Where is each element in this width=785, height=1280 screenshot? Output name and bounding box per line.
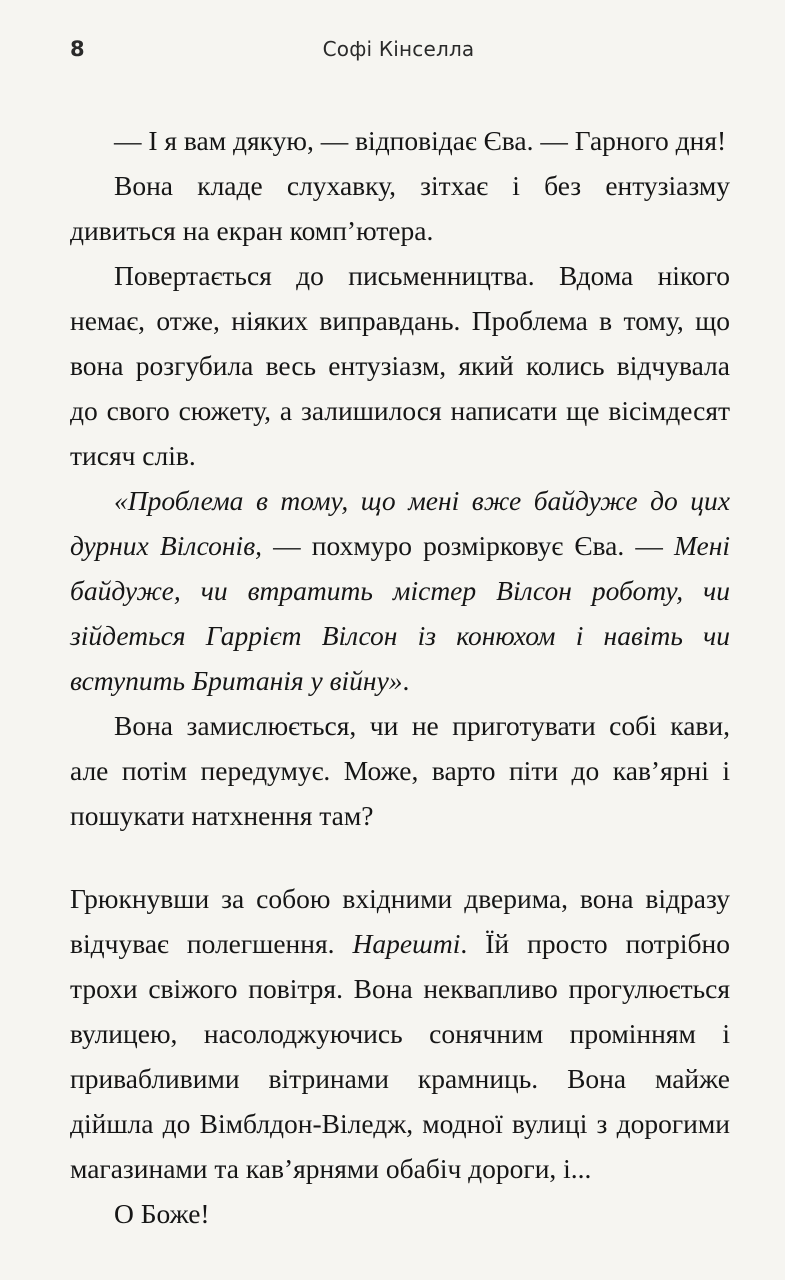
page-body [70, 118, 730, 1236]
paragraph-walk-outside [70, 876, 730, 1191]
paragraph-back-to-writing: Повертається до письменництва. Вдома нікого немає, отже, ніяких виправдань. Проблема в тому, що вона розгубила весь ентузіазм, який колись відчувала до свого сюжету, а залишилося написати ще вісімдесят тисяч слів. [70, 260, 730, 471]
paragraph-coffee: Вона замислюється, чи не приготувати собі кави, але потім передумує. Може, варто піти до кав’ярні і пошукати натхнення там? [70, 710, 730, 831]
page-header [70, 34, 727, 64]
paragraph-hangs-up: Вона кладе слухавку, зітхає і без ентузіазму дивиться на екран комп’ютера. [70, 170, 730, 246]
running-head-author: Софі Кінселла [322, 37, 475, 61]
paragraph-inner-thought [70, 478, 730, 703]
walk-italic-finally: Нарешті [352, 928, 461, 959]
paragraph-dialogue-thanks: — І я вам дякую, — відповідає Єва. — Гарного дня! [114, 125, 727, 156]
section-break [70, 838, 730, 876]
walk-text-after: . Їй просто потрібно трохи свіжого повітря. Вона неквапливо прогулюється вулицею, насолоджуючись сонячним промінням і привабливими вітринами крамниць. Вона майже дійшла до Вімблдон-Віледж, модної вулиці з дорогими магазинами та кав’ярнями обабіч дороги, і... [70, 928, 730, 1184]
walk-text-before: Грюкнувши за собою вхідними дверима, вона відразу відчуває полегшення. [70, 883, 730, 959]
inner-thought-part-1: «Проблема в тому, що мені вже байдуже до цих дурних Вілсонів, [70, 485, 730, 561]
inner-thought-attribution: — похмуро розмірковує Єва. — [262, 530, 674, 561]
page-number: 8 [70, 37, 85, 61]
paragraph-exclamation: О Боже! [114, 1198, 210, 1229]
inner-thought-ending: . [402, 665, 410, 696]
inner-thought-part-2: Мені байдуже, чи втратить містер Вілсон роботу, чи зійдеться Гаррієт Вілсон із конюхом і навіть чи вступить Британія у війну» [70, 530, 730, 696]
